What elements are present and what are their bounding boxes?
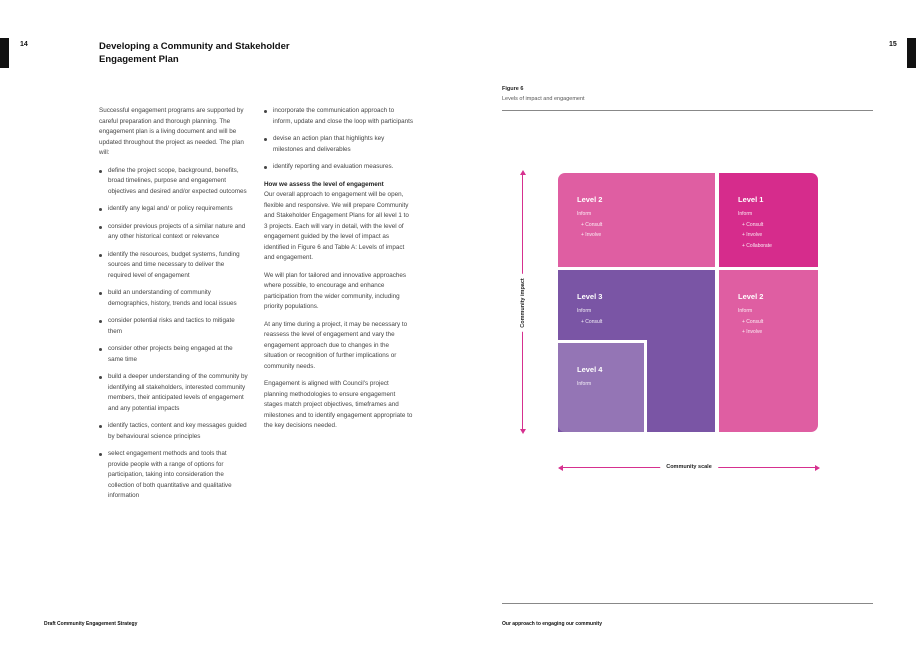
engagement-item: + Consult (581, 221, 603, 228)
engagement-item: Inform (738, 211, 753, 217)
engagement-item: + Involve (742, 329, 763, 335)
engagement-list (738, 220, 818, 252)
arrow-left-icon (558, 465, 563, 471)
y-axis-label: Community impact (520, 274, 526, 332)
list-item: build a deeper understanding of the community by identifying all stakeholders, interested community members, their anticipated levels of engagement and any potential impacts (99, 372, 249, 414)
section-subheading: How we assess the level of engagement (264, 180, 384, 188)
level-cell-bottom-right (719, 270, 818, 432)
page-number-right: 15 (889, 41, 897, 48)
list-item: define the project scope, background, benefits, broad timelines, purpose and engagement objectives and desired and/or expected outcomes (99, 166, 249, 198)
engagement-item: + Consult (742, 221, 764, 228)
level-cell-bottom-left (558, 340, 647, 432)
engagement-item: + Consult (742, 318, 764, 325)
list-item: consider potential risks and tactics to mitigate them (99, 316, 249, 337)
engagement-item: Inform (577, 308, 592, 314)
list-item: consider previous projects of a similar nature and any other historical context or relevance (99, 222, 249, 243)
text-column-2 (264, 106, 414, 439)
footer-right: Our approach to engaging our community (502, 621, 603, 627)
arrow-down-icon (520, 429, 526, 434)
engagement-item: + Collaborate (742, 242, 772, 249)
engagement-list (577, 220, 715, 241)
engagement-list (577, 317, 715, 328)
paragraph: At any time during a project, it may be necessary to reassess the level of engagement and vary the engagement approach due to changes in the situation or recognition of further implications or community needs. (264, 320, 408, 370)
engagement-item: + Involve (581, 232, 602, 238)
paragraph: We will plan for tailored and innovative approaches where possible, to encourage and enhance participation from the wider community, including priority populations. (264, 271, 406, 310)
plan-bullet-list (99, 166, 249, 502)
list-item: devise an action plan that highlights key milestones and deliverables (264, 134, 414, 155)
x-axis-label: Community scale (660, 464, 718, 470)
engagement-item: Inform (577, 211, 592, 217)
list-item: consider other projects being engaged at the same time (99, 344, 249, 365)
divider (502, 603, 873, 604)
paragraph: Engagement is aligned with Council's project planning methodologies to ensure engagement stages match project objectives, timeframes and milestones and to identify engagement appropriate to the key decisions needed. (264, 380, 413, 429)
paragraph: Our overall approach to engagement will be open, flexible and responsive. We will prepare Community and Stakeholder Engagement Plans for all level 1 to 3 projects. Each will vary in detail, with the level of engagement guided by the level of impact as identified in Figure 6 and Table A: Levels of impact and engagement. (264, 191, 409, 261)
plan-bullet-list-continued (264, 106, 414, 173)
level-cell-top-right (719, 173, 818, 267)
level-title: Level 3 (577, 292, 603, 301)
list-item: identify the resources, budget systems, funding sources and time necessary to deliver the required level of engagement (99, 250, 249, 282)
list-item: select engagement methods and tools that provide people with a range of options for participation, taking into consideration the collection of both quantitative and qualitative information (99, 449, 249, 502)
engagement-item: + Involve (742, 232, 763, 238)
list-item: identify any legal and/ or policy requirements (99, 204, 249, 215)
level-title: Level 2 (577, 195, 603, 204)
engagement-item: Inform (577, 381, 592, 387)
figure-label: Figure 6 (502, 86, 524, 92)
level-title: Level 2 (738, 292, 764, 301)
level-cell-top-left (558, 173, 715, 267)
text-column-1 (99, 106, 249, 509)
footer-left: Draft Community Engagement Strategy (44, 621, 138, 627)
divider (502, 110, 873, 111)
level-title: Level 1 (738, 195, 764, 204)
intro-paragraph: Successful engagement programs are supported by careful preparation and thorough planning. The engagement plan is a living document and will be updated throughout the project as needed. The plan will: (99, 107, 244, 156)
figure-caption: Levels of impact and engagement (502, 96, 585, 102)
engagement-list (738, 317, 818, 338)
list-item: incorporate the communication approach to inform, update and close the loop with participants (264, 106, 414, 127)
arrow-up-icon (520, 170, 526, 175)
page-number-left: 14 (20, 41, 28, 48)
page-tab-right (907, 38, 916, 68)
level-title: Level 4 (577, 365, 603, 374)
arrow-right-icon (815, 465, 820, 471)
list-item: build an understanding of community demographics, history, trends and local issues (99, 288, 249, 309)
page-title: Developing a Community and Stakeholder Engagement Plan (99, 41, 290, 65)
list-item: identify tactics, content and key messages guided by behavioural science principles (99, 421, 249, 442)
engagement-item: + Consult (581, 318, 603, 325)
list-item: identify reporting and evaluation measures. (264, 162, 414, 173)
engagement-item: Inform (738, 308, 753, 314)
page-tab-left (0, 38, 9, 68)
